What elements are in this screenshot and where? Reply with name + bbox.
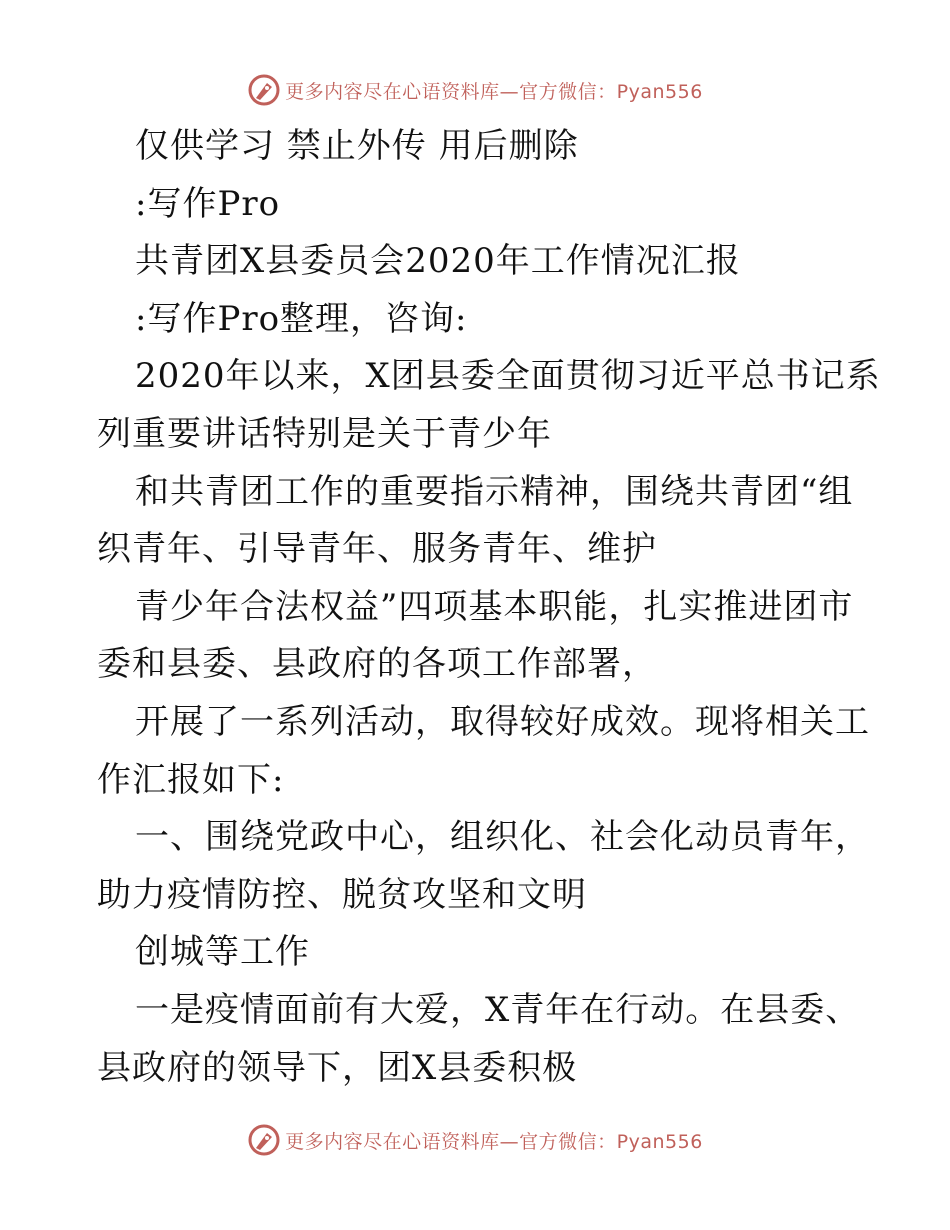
pen-nib-circle-icon (247, 73, 281, 107)
text-line: :写作Pro整理，咨询: (135, 298, 468, 339)
watermark-text: 更多内容尽在心语资料库—官方微信：Pyan556 (285, 80, 703, 103)
pen-nib-circle-icon (247, 1123, 281, 1157)
watermark-text: 更多内容尽在心语资料库—官方微信：Pyan556 (285, 1130, 703, 1153)
watermark-header (0, 70, 950, 110)
text-line: :写作Pro (135, 183, 281, 224)
text-line: 2020年以来，X团县委全面贯彻习近平总书记系 (135, 356, 881, 397)
text-line: 创城等工作 (135, 932, 310, 973)
text-line: 织青年、引导青年、服务青年、维护 (97, 529, 657, 570)
text-line: 助力疫情防控、脱贫攻坚和文明 (97, 874, 587, 915)
text-line: 县政府的领导下，团X县委积极 (97, 1047, 578, 1088)
text-line: 一是疫情面前有大爱，X青年在行动。在县委、 (135, 989, 861, 1030)
text-line: 仅供学习 禁止外传 用后删除 (135, 126, 579, 166)
text-line: 作汇报如下: (97, 759, 285, 800)
section-heading: 一、围绕党政中心，组织化、社会化动员青年， (135, 817, 870, 858)
watermark-footer (0, 1120, 950, 1160)
text-line: 委和县委、县政府的各项工作部署， (97, 644, 657, 685)
text-line: 青少年合法权益”四项基本职能，扎实推进团市 (135, 586, 854, 627)
document-title: 共青团X县委员会2020年工作情况汇报 (135, 241, 741, 282)
text-line: 开展了一系列活动，取得较好成效。现将相关工 (135, 701, 870, 742)
text-line: 和共青团工作的重要指示精神，围绕共青团“组 (135, 471, 854, 512)
document-body (97, 118, 881, 1097)
text-line: 列重要讲话特别是关于青少年 (97, 413, 552, 454)
